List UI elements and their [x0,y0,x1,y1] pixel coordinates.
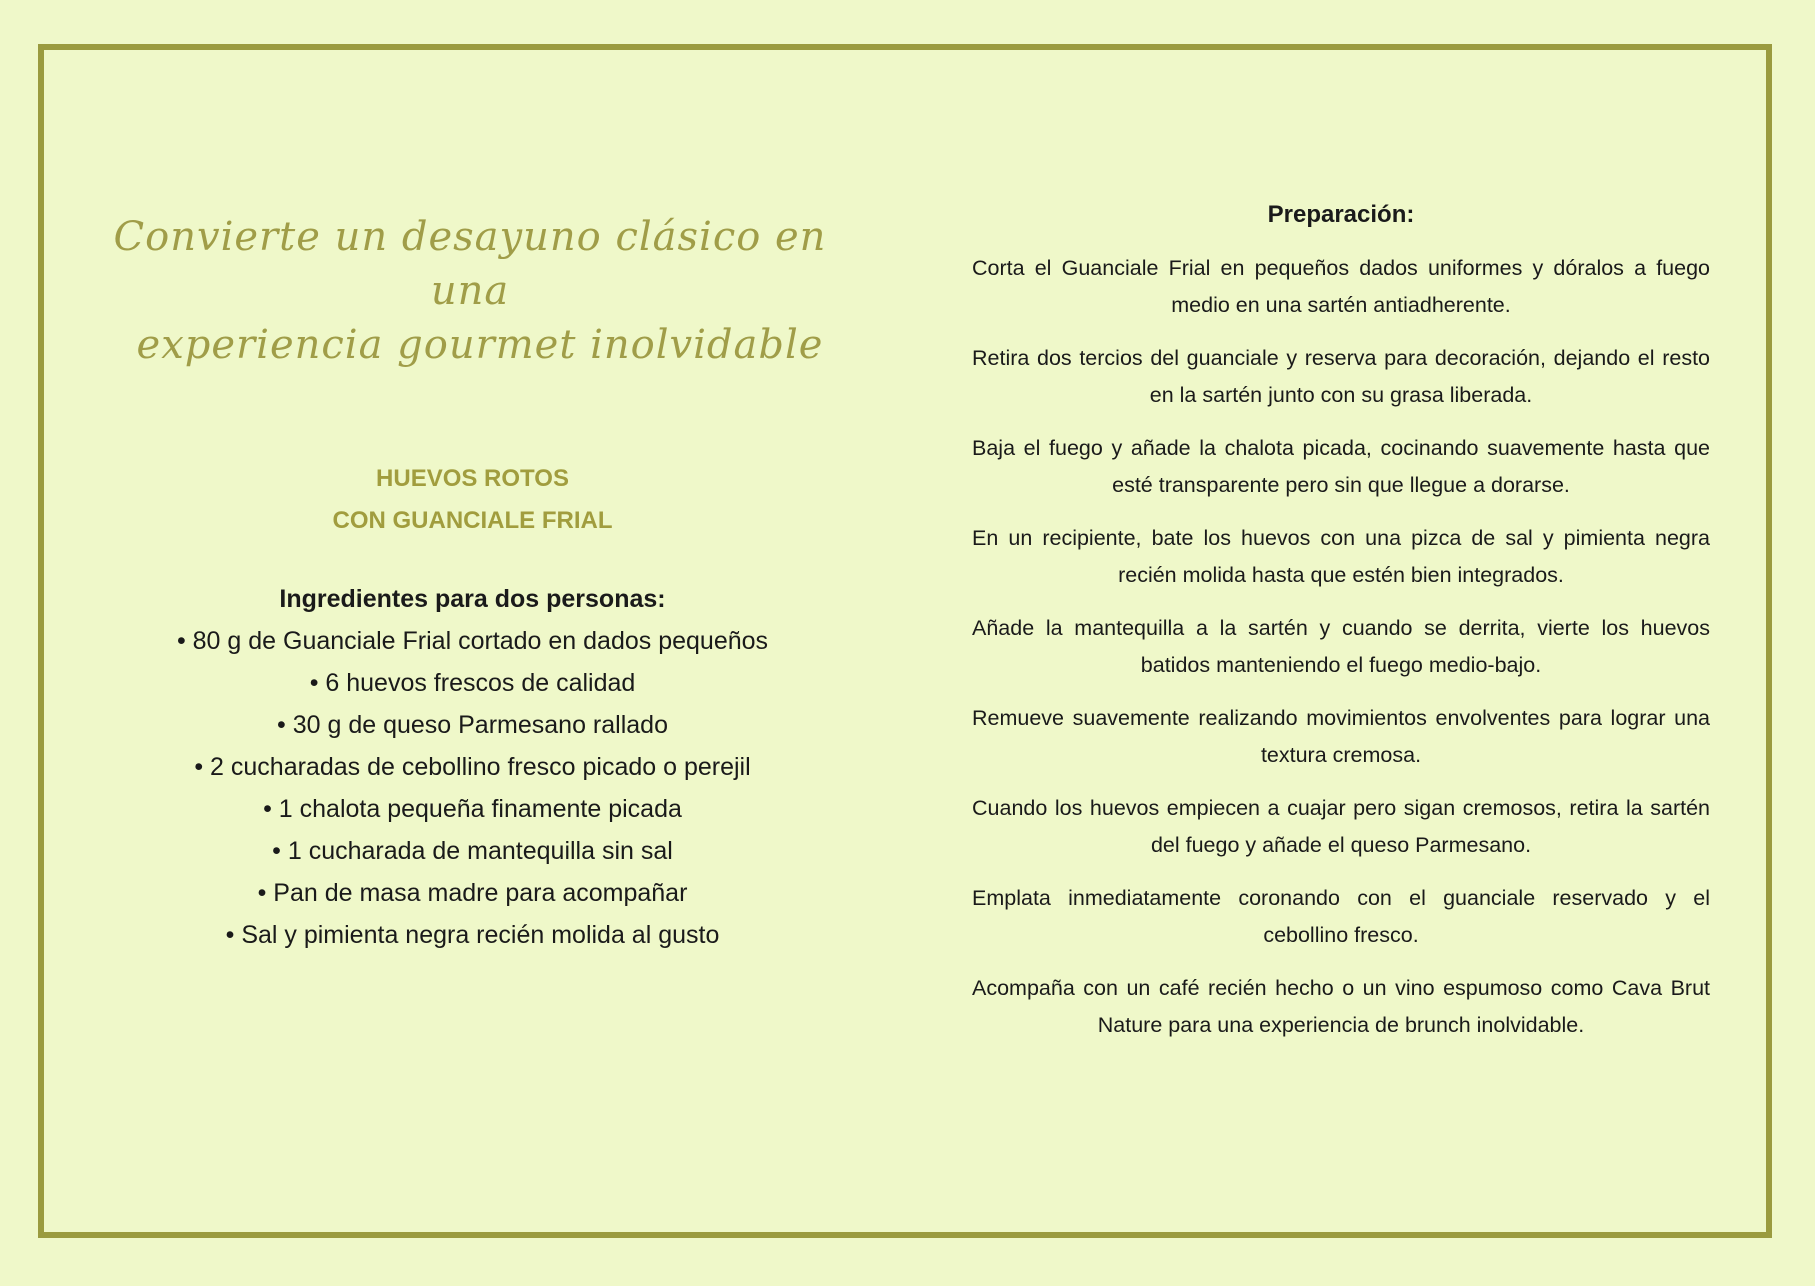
ingredient-item: • 1 chalota pequeña finamente picada [263,795,682,823]
preparation-step: Cuando los huevos empiecen a cuajar pero sigan cremosos, retira la sartén del fuego y añade el queso Parmesano. [972,796,1710,857]
preparation-step: En un recipiente, bate los huevos con una pizca de sal y pimienta negra recién molida hasta que estén bien integrados. [972,526,1710,587]
preparation-step: Añade la mantequilla a la sartén y cuando se derrita, vierte los huevos batidos manteniendo el fuego medio-bajo. [972,616,1710,677]
preparation-step: Remueve suavemente realizando movimientos envolventes para lograr una textura cremosa. [972,706,1710,767]
ingredients-heading: Ingredientes para dos personas: [279,585,666,613]
ingredients-section [80,578,865,956]
tagline [70,210,870,372]
preparation-step: Emplata inmediatamente coronando con el guanciale reservado y el cebollino fresco. [972,886,1710,947]
preparation-step: Baja el fuego y añade la chalota picada, cocinando suavemente hasta que esté transparente pero sin que llegue a dorarse. [972,436,1710,497]
tagline-line: experiencia gourmet inolvidable [136,322,824,368]
preparation-step: Acompaña con un café recién hecho o un vino espumoso como Cava Brut Nature para una experiencia de brunch inolvidable. [972,976,1710,1037]
recipe-title-line: CON GUANCIALE FRIAL [332,507,613,534]
ingredient-item: • 80 g de Guanciale Frial cortado en dados pequeños [176,627,769,655]
ingredient-item: • 2 cucharadas de cebollino fresco picado o perejil [194,753,751,781]
ingredient-item: • 6 huevos frescos de calidad [309,669,636,697]
preparation-step: Corta el Guanciale Frial en pequeños dados uniformes y dóralos a fuego medio en una sartén antiadherente. [972,256,1710,317]
preparation-section [972,196,1710,1060]
ingredient-item: • 30 g de queso Parmesano rallado [277,711,668,739]
recipe-title-line: HUEVOS ROTOS [376,465,569,492]
preparation-heading: Preparación: [1267,201,1415,228]
preparation-step: Retira dos tercios del guanciale y reserva para decoración, dejando el resto en la sartén junto con su grasa liberada. [972,346,1710,407]
ingredient-item: • Sal y pimienta negra recién molida al gusto [225,921,720,949]
ingredient-item: • Pan de masa madre para acompañar [257,879,688,907]
tagline-line: Convierte un desayuno clásico en una [113,214,827,314]
recipe-title [120,458,825,542]
ingredient-item: • 1 cucharada de mantequilla sin sal [272,837,673,865]
ingredients-list [80,620,865,956]
